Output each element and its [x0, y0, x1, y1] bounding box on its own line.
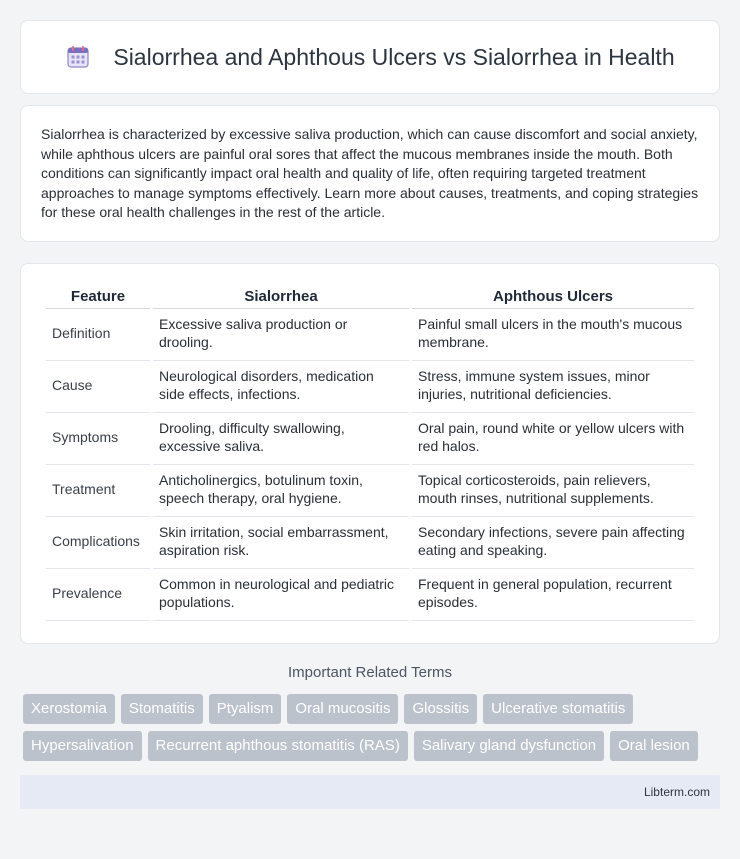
- tag-oral-mucositis[interactable]: Oral mucositis: [287, 694, 398, 724]
- tag-oral-lesion[interactable]: Oral lesion: [610, 731, 698, 761]
- column-header-aphthous-ulcers: Aphthous Ulcers: [412, 282, 694, 309]
- comparison-table-card: [20, 263, 720, 644]
- intro-card: [20, 105, 720, 242]
- tag-stomatitis[interactable]: Stomatitis: [121, 694, 203, 724]
- title-card: [20, 20, 720, 94]
- tag-hypersalivation[interactable]: Hypersalivation: [23, 731, 142, 761]
- aphthous-cell: Painful small ulcers in the mouth's mucous membrane.: [412, 309, 694, 361]
- tag-recurrent-aphthous-stomatitis[interactable]: Recurrent aphthous stomatitis (RAS): [148, 731, 408, 761]
- tag-salivary-gland-dysfunction[interactable]: Salivary gland dysfunction: [414, 731, 604, 761]
- table-row: [46, 309, 694, 361]
- table-row: [46, 569, 694, 621]
- column-header-feature: Feature: [46, 282, 150, 309]
- table-row: [46, 465, 694, 517]
- table-header-row: [46, 282, 694, 309]
- table-row: [46, 517, 694, 569]
- comparison-table: [43, 282, 697, 621]
- feature-cell: Prevalence: [46, 569, 150, 621]
- aphthous-cell: Stress, immune system issues, minor injuries, nutritional deficiencies.: [412, 361, 694, 413]
- tag-ulcerative-stomatitis[interactable]: Ulcerative stomatitis: [483, 694, 633, 724]
- page-title: Sialorrhea and Aphthous Ulcers vs Sialorrhea in Health: [113, 43, 675, 70]
- aphthous-cell: Topical corticosteroids, pain relievers, mouth rinses, nutritional supplements.: [412, 465, 694, 517]
- feature-cell: Symptoms: [46, 413, 150, 465]
- aphthous-cell: Oral pain, round white or yellow ulcers with red halos.: [412, 413, 694, 465]
- aphthous-cell: Frequent in general population, recurrent episodes.: [412, 569, 694, 621]
- related-terms-list: [20, 694, 720, 761]
- tag-glossitis[interactable]: Glossitis: [404, 694, 477, 724]
- feature-cell: Complications: [46, 517, 150, 569]
- sialorrhea-cell: Neurological disorders, medication side effects, infections.: [153, 361, 409, 413]
- feature-cell: Cause: [46, 361, 150, 413]
- feature-cell: Treatment: [46, 465, 150, 517]
- tag-ptyalism[interactable]: Ptyalism: [209, 694, 282, 724]
- sialorrhea-cell: Excessive saliva production or drooling.: [153, 309, 409, 361]
- table-row: [46, 413, 694, 465]
- table-row: [46, 361, 694, 413]
- intro-text: Sialorrhea is characterized by excessive saliva production, which can cause discomfort and social anxiety, while aphthous ulcers are painful oral sores that affect the mucous membranes inside the mouth. Both conditions can significantly impact oral health and quality of life, often requiring targeted treatment approaches to manage symptoms effectively. Learn more about causes, treatments, and coping strategies for these oral health challenges in the rest of the article.: [41, 126, 699, 221]
- column-header-sialorrhea: Sialorrhea: [153, 282, 409, 309]
- footer: [20, 775, 720, 809]
- footer-brand[interactable]: Libterm.com: [643, 784, 710, 799]
- sialorrhea-cell: Skin irritation, social embarrassment, aspiration risk.: [153, 517, 409, 569]
- sialorrhea-cell: Anticholinergics, botulinum toxin, speech therapy, oral hygiene.: [153, 465, 409, 517]
- related-terms-heading: Important Related Terms: [288, 663, 452, 681]
- sialorrhea-cell: Drooling, difficulty swallowing, excessive saliva.: [153, 413, 409, 465]
- calendar-grid-icon: [65, 44, 91, 70]
- feature-cell: Definition: [46, 309, 150, 361]
- tag-xerostomia[interactable]: Xerostomia: [23, 694, 115, 724]
- sialorrhea-cell: Common in neurological and pediatric populations.: [153, 569, 409, 621]
- aphthous-cell: Secondary infections, severe pain affecting eating and speaking.: [412, 517, 694, 569]
